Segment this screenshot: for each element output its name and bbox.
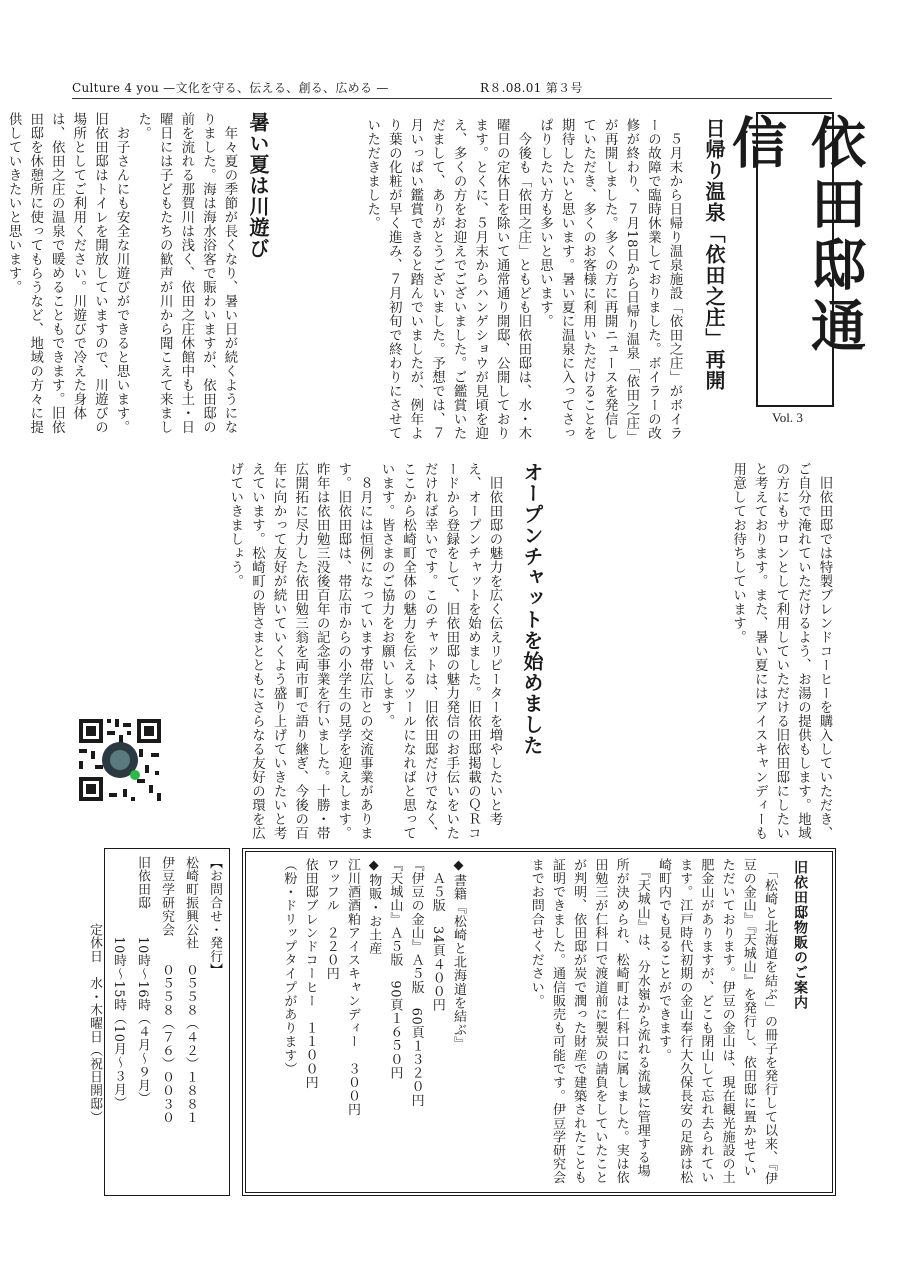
summer-paragraph: 年々夏の季節が長くなり、暑い日が続くようになりました。海は海水浴客で賑わいますが、依田邸の前を流れる那賀川は浅く、依田之庄休館中も土・日曜日には子どもたちの歓声が川から聞こえて来ました。 [135, 112, 237, 434]
shop-paragraph: 『天城山』は、分水嶺から流れる流域に管理する場所が決められ、松崎町は仁科口に属しました。実は依田勉三が仁科口で渡道前に製炭の請負をしていたことが判明、依田邸が炭で潤った財産で建築されたことも証明できました。通信販売も可能です。伊豆学研究会までお問合せください。 [528, 858, 650, 1185]
openchat-paragraph: ８月には恒例になっています帯広市との交流事業があります。旧依田邸は、帯広市からの小学生の見学を迎えします。昨年は依田勉三没後百年の記念事業を行いました。十勝・帯広開拓に尽力した依田勉三翁を両市町で語り継ぎ、今後の百年に向かって友好が続いていくよう盛り上げていきたいと考えています。松崎町の皆さまとともにさらなる友好の環を広げていきましょう。 [227, 462, 373, 840]
book-line: 『天城山』Ａ５版 90頁１６５０円 [387, 858, 403, 1080]
header-rule [72, 98, 832, 99]
shop-paragraph: 「松崎と北海道を結ぶ」の冊子を発行して以来、『伊豆の金山』『天城山』を発行し、依田邸に置かせていただいております。伊豆の金山は、現在観光施設の土肥金山がありますが、どこも閉山して忘れ去られています。江戸時代初期の金山奉行大久保長安の足跡は松崎町内でも見ることができます。 [655, 858, 777, 1185]
contact-line: 旧依田邸 10時〜16時（４月〜９月） [135, 856, 150, 1106]
openchat-paragraph: 旧依田邸の魅力を広く伝えリピーターを増やしたいと考え、オープンチャットを始めました。旧依田邸掲載のＱＲコードから登録をして、旧依田邸の魅力発信のお手伝いをいただければ幸いです。このチャットは、旧依田邸だけでなく、ここから松崎町全体の魅力を伝えるツールになればと思っています。皆さまのご協力をお願いします。 [379, 462, 502, 840]
onsen-paragraph: 今後も「依田之庄」ともども旧依田邸は、水・木曜日の定休日を除いて通常通り開邸、公開しております。とくに、５月末からハンゲショウが見頃を迎え、多くの方をお迎えでございました。ご鑑賞いただまして、ありがとうございました。予想では、７月いっぱい鑑賞できると踏んでいましたが、例年より葉の化粧が早く進み、７月初旬で終わりにさせていただきました。 [364, 118, 531, 440]
openchat-heading: オープンチャットを始めました [520, 462, 544, 756]
summer-heading: 暑い夏は川遊び [246, 112, 270, 259]
header-right: R８.08.01 第３号 [480, 81, 583, 95]
shop-heading: 旧依田邸物販のご案内 [792, 860, 808, 1010]
contact-line: 10時〜15時（10月〜３月） [111, 856, 126, 1110]
goods-line: ワッフル ２２０円 [323, 858, 339, 981]
shop-price-list [255, 858, 469, 1188]
volume-label: Vol. 3 [772, 410, 803, 425]
books-heading: ◆書籍『松崎と北海道を結ぶ』 [451, 858, 466, 1051]
onsen-body [280, 118, 685, 442]
onsen-paragraph: ５月末から日帰り温泉施設「依田之庄」がボイラーの故障で臨時休業しておりました。ボイラーの改修が終わり、７月18日から日帰り温泉「依田之庄」が再開しました。多くの方に再開ニュースを発信していただき、多くのお客様に利用いただけることを期待したいと思います。暑い夏に温泉に入ってさっぱりしたい方も多いと思います。 [537, 118, 682, 440]
contact-line: 伊豆学研究会 ０５５８（７６）００３０ [159, 856, 174, 1124]
contact-body [87, 856, 226, 1192]
goods-line: 依田邸ブレンドコーヒー １１００円 [302, 858, 318, 1090]
masthead-title: 依田邸通信 [723, 114, 866, 358]
summer-body-part1 [6, 112, 240, 442]
shop-body [478, 858, 780, 1188]
goods-line: 江川酒酒粕アイスキャンディー ３００円 [344, 858, 360, 1117]
header-left: Culture 4 you —文化を守る、伝える、創る、広める — [72, 81, 389, 95]
book-line: Ａ５版 34頁４００円 [429, 858, 445, 1012]
openchat-qr-code[interactable] [75, 715, 165, 805]
onsen-heading: 日帰り温泉「依田之庄」再開 [702, 118, 726, 391]
contact-line: 定休日 水・木曜日（祝日開邸） [87, 856, 102, 1124]
book-line: 『伊豆の金山』Ａ５版 60頁１３２０円 [408, 858, 424, 1107]
summer-body-part2 [565, 462, 835, 842]
goods-heading: ◆物販・お土産 [366, 858, 382, 956]
summer-paragraph: お子さんにも安全な川遊びができると思います。旧依田邸はトイレを開放していますので、川遊びの場所としてご利用ください。川遊びで冷えた身体は、依田之庄の温泉で暖めることもできます。旧依田邸を休憩所に使ってもらうなど、地域の方々に提供していきたいと思います。 [6, 112, 130, 434]
summer-paragraph: 旧依田邸では特製ブレンドコーヒーを購入していただき、ご自分で淹れていただけるよう、お湯の提供もします。地域の方にもサロンとして利用していただける旧依田邸にしたいと考えております。また、暑い夏にはアイスキャンディーも用意してお待ちしています。 [730, 462, 832, 840]
contact-line: 松崎町振興公社 ０５５８（４２）１８８１ [183, 856, 198, 1124]
masthead-title-box [723, 112, 866, 407]
goods-line: （粉・ドリップタイプがあります） [281, 858, 297, 1076]
contact-heading: 【お問合せ・発行】 [207, 856, 222, 977]
